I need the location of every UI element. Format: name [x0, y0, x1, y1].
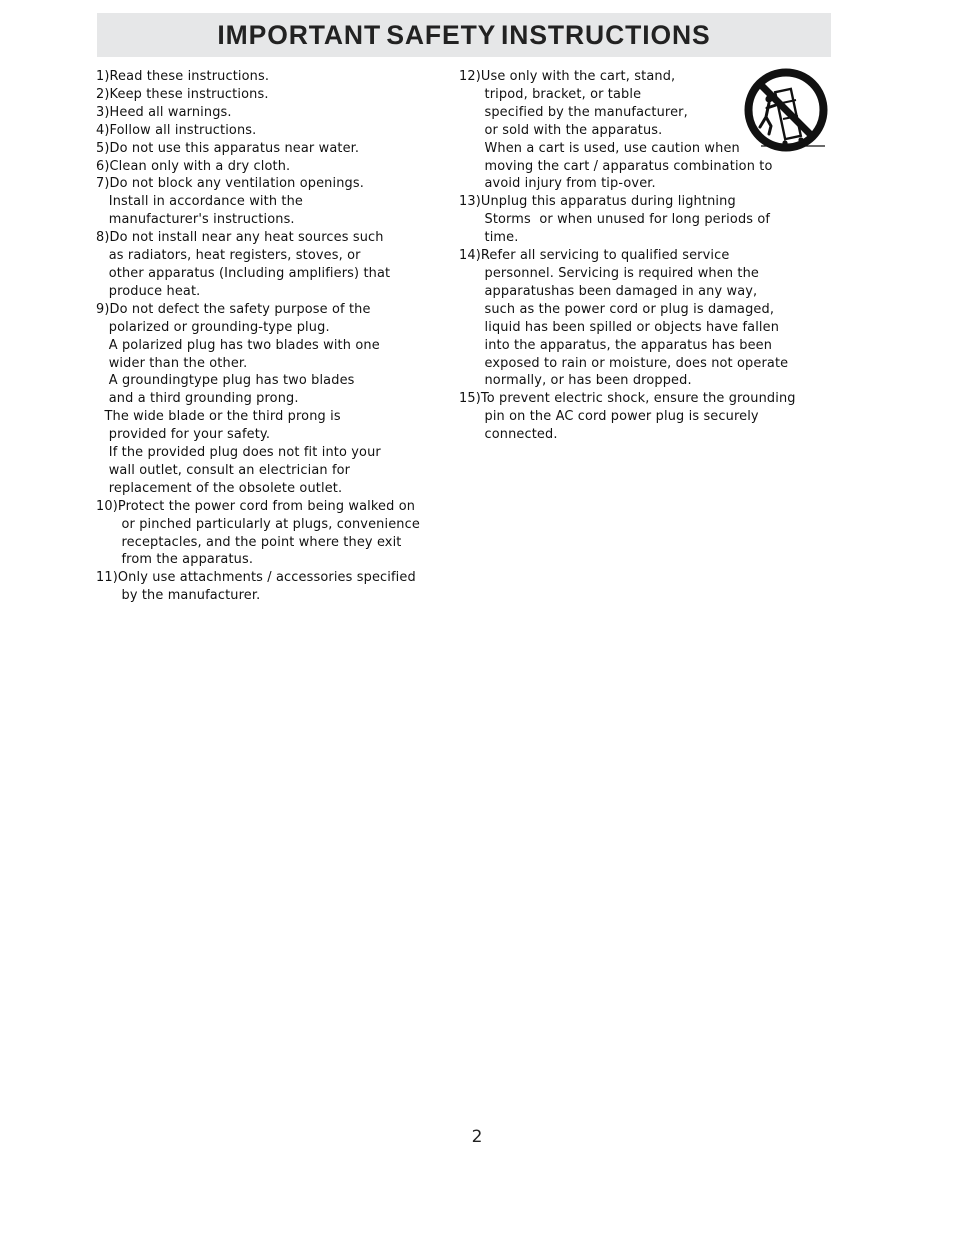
title-banner [97, 13, 831, 57]
instruction-line: personnel. Servicing is required when the [459, 265, 760, 281]
instruction-line: other apparatus (Including amplifiers) that [96, 265, 391, 281]
instruction-line: Install in accordance with the [96, 194, 303, 210]
instruction-line: into the apparatus, the apparatus has been [459, 337, 773, 353]
instruction-line: time. [459, 230, 519, 246]
instruction-line: 11)Only use attachments / accessories specified [96, 570, 416, 586]
instruction-line: tripod, bracket, or table [459, 86, 642, 102]
instruction-line: moving the cart / apparatus combination to [459, 158, 773, 174]
instruction-line: 8)Do not install near any heat sources such [96, 230, 384, 246]
instruction-line: A polarized plug has two blades with one [96, 337, 380, 353]
instruction-line: receptacles, and the point where they exit [96, 534, 402, 550]
page-title: IMPORTANT SAFETY INSTRUCTIONS [217, 19, 711, 50]
instruction-line: manufacturer's instructions. [96, 212, 295, 228]
instruction-line: replacement of the obsolete outlet. [96, 480, 343, 496]
instruction-item [96, 229, 436, 301]
instruction-line: apparatushas been damaged in any way, [459, 283, 758, 299]
instruction-line: wall outlet, consult an electrician for [96, 462, 351, 478]
instruction-line: When a cart is used, use caution when [459, 140, 740, 156]
instruction-line: such as the power cord or plug is damaged, [459, 301, 775, 317]
instruction-line: 4)Follow all instructions. [96, 122, 257, 138]
instruction-line: polarized or grounding-type plug. [96, 319, 330, 335]
instruction-line: normally, or has been dropped. [459, 373, 692, 389]
instruction-line: Storms or when unused for long periods of [459, 212, 771, 228]
instruction-line: provided for your safety. [96, 427, 271, 443]
instruction-line: If the provided plug does not fit into your [96, 445, 381, 461]
instruction-line: 5)Do not use this apparatus near water. [96, 140, 360, 156]
instruction-line: produce heat. [96, 283, 201, 299]
instruction-line: The wide blade or the third prong is [96, 409, 341, 425]
instruction-line: wider than the other. [96, 355, 248, 371]
instruction-item [96, 122, 436, 140]
instruction-line: 6)Clean only with a dry cloth. [96, 158, 291, 174]
instruction-item [96, 175, 436, 229]
instruction-line: 14)Refer all servicing to qualified service [459, 248, 730, 264]
instruction-line: avoid injury from tip-over. [459, 176, 656, 192]
page-number: 2 [471, 1127, 483, 1147]
instruction-line: from the apparatus. [96, 552, 254, 568]
instruction-line: exposed to rain or moisture, does not operate [459, 355, 789, 371]
instruction-item [459, 390, 804, 444]
cart-tip-over-warning-icon [743, 67, 829, 153]
instruction-line: 1)Read these instructions. [96, 69, 270, 84]
instruction-line: A groundingtype plug has two blades [96, 373, 355, 389]
instruction-item [96, 498, 436, 570]
instruction-item [459, 247, 804, 390]
instruction-line: as radiators, heat registers, stoves, or [96, 248, 361, 264]
instruction-item [96, 569, 436, 605]
instruction-line: 10)Protect the power cord from being walked on [96, 498, 416, 514]
instruction-item [96, 301, 436, 498]
instruction-line: 15)To prevent electric shock, ensure the grounding [459, 391, 796, 407]
instruction-item [96, 140, 436, 158]
instruction-item [459, 193, 804, 247]
instruction-line: and a third grounding prong. [96, 391, 299, 407]
instruction-line: liquid has been spilled or objects have fallen [459, 319, 780, 335]
instruction-line: 3)Heed all warnings. [96, 104, 232, 120]
instruction-line: or pinched particularly at plugs, convenience [96, 516, 420, 532]
instruction-line: 2)Keep these instructions. [96, 86, 269, 102]
instructions-left-column [96, 68, 436, 605]
instruction-line: 12)Use only with the cart, stand, [459, 69, 676, 84]
instruction-line: 7)Do not block any ventilation openings. [96, 176, 364, 192]
instruction-line: or sold with the apparatus. [459, 122, 663, 138]
instruction-line: by the manufacturer. [96, 588, 261, 604]
instruction-item [96, 68, 436, 86]
instruction-item [96, 104, 436, 122]
instruction-item [96, 158, 436, 176]
instruction-line: specified by the manufacturer, [459, 104, 688, 120]
instruction-item [96, 86, 436, 104]
instruction-line: 13)Unplug this apparatus during lightning [459, 194, 736, 210]
instruction-line: connected. [459, 427, 558, 443]
instruction-line: 9)Do not defect the safety purpose of the [96, 301, 371, 317]
instruction-line: pin on the AC cord power plug is securely [459, 409, 759, 425]
